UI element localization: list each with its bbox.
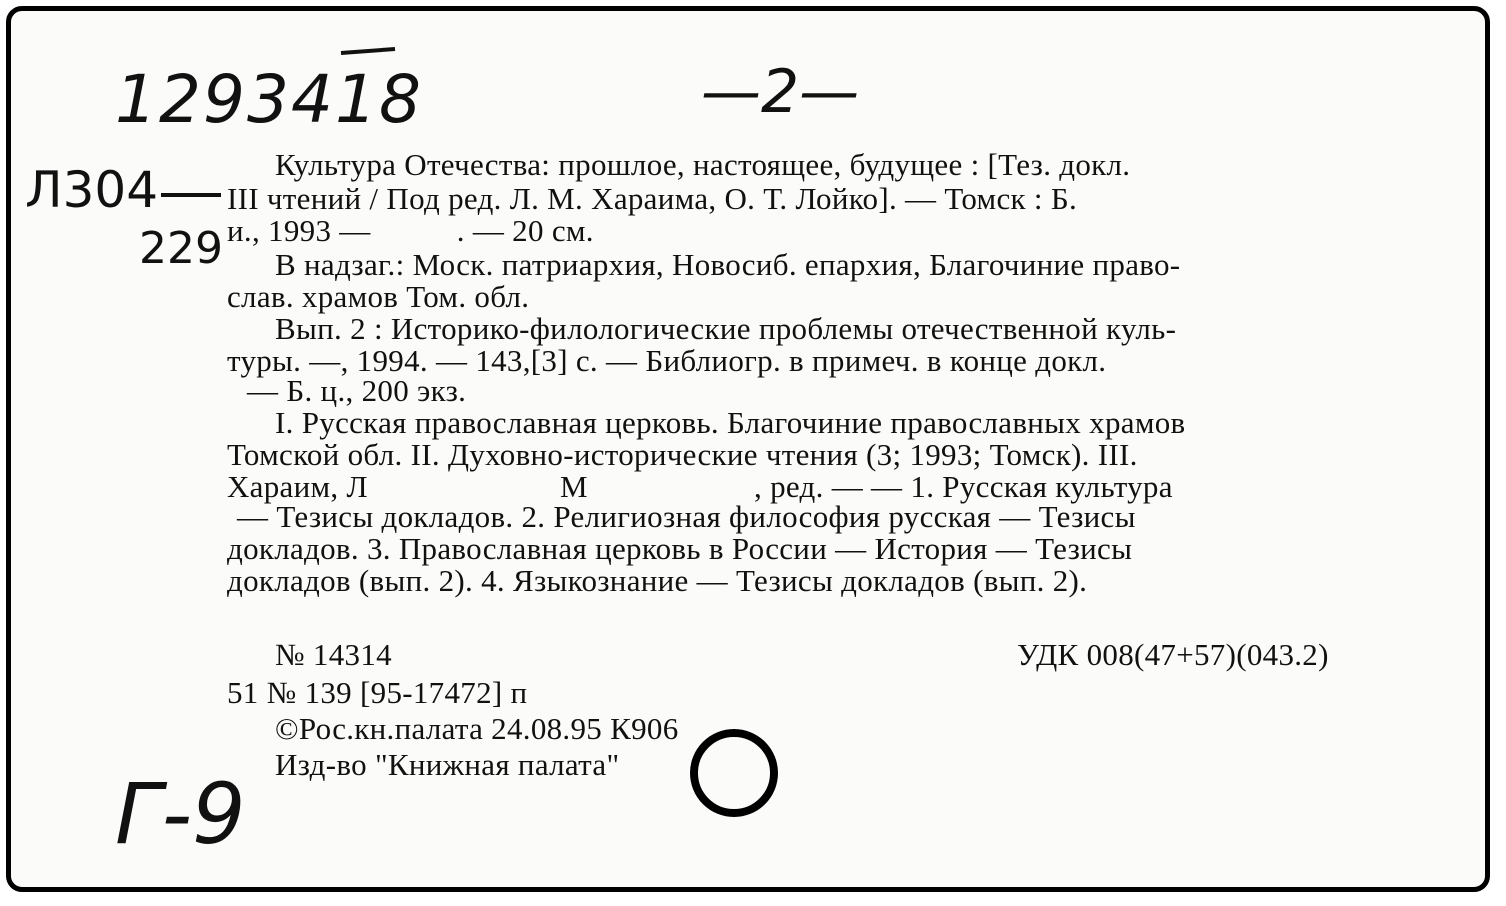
udc-code: УДК 008(47+57)(043.2) bbox=[1017, 637, 1329, 672]
title-line-3 bbox=[227, 215, 594, 246]
volume-line-2: туры. —, 1994. — 143,[3] с. — Библиогр. в примеч. в конце докл. bbox=[227, 343, 1107, 378]
note-line-2: слав. храмов Том. обл. bbox=[227, 279, 530, 314]
page-number-mark: —2— bbox=[701, 57, 860, 127]
title-line-3-end: . — 20 см. bbox=[456, 213, 594, 248]
subjects-line-2: Томской обл. II. Духовно-исторические чтения (3; 1993; Томск). III. bbox=[227, 437, 1138, 472]
accession-overline bbox=[341, 49, 395, 53]
subjects-line-3 bbox=[227, 471, 1173, 502]
subjects-line-1: I. Русская православная церковь. Благочиние православных храмов bbox=[275, 405, 1186, 440]
volume-line-1: Вып. 2 : Историко-филологические проблемы отечественной куль- bbox=[275, 311, 1177, 346]
title-line-1-text: Культура Отечества: прошлое, настоящее, будущее : [Тез. докл. bbox=[275, 147, 1131, 182]
subjects-line-3-name: Хараим, Л bbox=[227, 469, 368, 504]
registry-line: 51 № 139 [95-17472] п bbox=[227, 675, 528, 710]
volume-line-3: — Б. ц., 200 экз. bbox=[247, 373, 467, 408]
subjects-line-6: докладов (вып. 2). 4. Языкознание — Тезисы докладов (вып. 2). bbox=[227, 563, 1088, 598]
note-line-1: В надзаг.: Моск. патриархия, Новосиб. епархия, Благочиние право- bbox=[275, 247, 1181, 282]
catalog-card bbox=[6, 6, 1490, 892]
card-number: № 14314 bbox=[275, 637, 392, 672]
subjects-line-4: — Тезисы докладов. 2. Религиозная философия русская — Тезисы bbox=[237, 499, 1136, 534]
title-line-3-start: и., 1993 — bbox=[227, 213, 371, 248]
publisher-line: Изд-во "Книжная палата" bbox=[275, 747, 620, 782]
subjects-line-5: докладов. 3. Православная церковь в России — История — Тезисы bbox=[227, 531, 1133, 566]
classification-mark-bottom: 229 bbox=[139, 223, 223, 274]
stamp-circle bbox=[694, 733, 774, 813]
classification-mark-top: Л304 bbox=[25, 161, 159, 219]
subjects-line-3-end: , ред. — — 1. Русская культура bbox=[753, 469, 1173, 504]
accession-number: 1293418 bbox=[115, 61, 423, 138]
title-line-2: III чтений / Под ред. Л. М. Хараима, О. Т. Лойко]. — Томск : Б. bbox=[227, 181, 1078, 216]
subjects-line-3-initial: М bbox=[559, 469, 588, 504]
shelf-mark: Г-9 bbox=[115, 765, 246, 863]
title-line-1 bbox=[275, 149, 1371, 180]
copyright-line: ©Рос.кн.палата 24.08.95 К906 bbox=[275, 711, 679, 746]
